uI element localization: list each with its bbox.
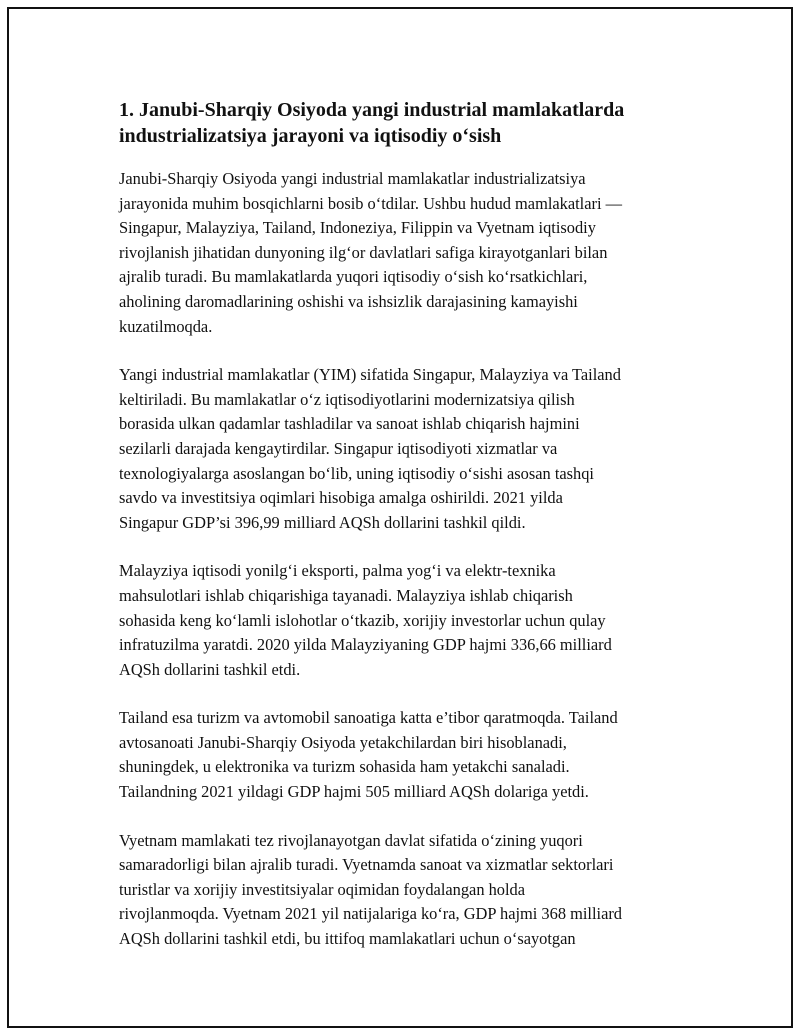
paragraph-yim: Yangi industrial mamlakatlar (YIM) sifatida Singapur, Malayziya va Tailand keltiriladi. Bu mamlakatlar o‘z iqtisodiyotlarini modernizatsiya qilish borasida ulkan qadamlar tashladilar va sanoat ishlab chiqarish hajmini sezilarli darajada kengaytirdilar. Singapur iqtisodiyoti xizmatlar va texnologiyalarga asoslangan bo‘lib, uning iqtisodiy o‘sishi asosan tashqi savdo va investitsiya oqimlari hisobiga amalga oshirildi. 2021 yilda Singapur GDP’si 396,99 milliard AQSh dollarini tashkil qildi. (119, 365, 621, 532)
paragraph-intro: Janubi-Sharqiy Osiyoda yangi industrial mamlakatlar industrializatsiya jarayonida muhim bosqichlarni bosib o‘tdilar. Ushbu hudud mamlakatlari — Singapur, Malayziya, Tailand, Indoneziya, Filippin va Vyetnam iqtisodiy rivojlanish jihatidan dunyoning ilg‘or davlatlari safiga kirayotganlari bilan ajralib turadi. Bu mamlakatlarda yuqori iqtisodiy o‘sish ko‘rsatkichlari, aholining daromadlarining oshishi va ishsizlik darajasining kamayishi kuzatilmoqda. (119, 169, 623, 336)
page-frame (7, 7, 793, 1028)
document-body (119, 97, 699, 976)
paragraph-thailand: Tailand esa turizm va avtomobil sanoatiga katta e’tibor qaratmoqda. Tailand avtosanoati Janubi-Sharqiy Osiyoda yetakchilardan biri hisoblanadi, shuningdek, u elektronika va turizm sohasida ham yetakchi sanaladi. Tailandning 2021 yildagi GDP hajmi 505 milliard AQSh dolariga yetdi. (119, 708, 618, 802)
paragraph-vietnam: Vyetnam mamlakati tez rivojlanayotgan davlat sifatida o‘zining yuqori samaradorligi bilan ajralib turadi. Vyetnamda sanoat va xizmatlar sektorlari turistlar va xorijiy investitsiyalar oqimidan foydalangan holda rivojlanmoqda. Vyetnam 2021 yil natijalariga ko‘ra, GDP hajmi 368 milliard AQSh dollarini tashkil etdi, bu ittifoq mamlakatlari uchun o‘sayotgan (119, 830, 623, 949)
paragraph-malaysia: Malayziya iqtisodi yonilg‘i eksporti, palma yog‘i va elektr-texnika mahsulotlari ishlab chiqarishiga tayanadi. Malayziya ishlab chiqarish sohasida keng ko‘lamli islohotlar o‘tkazib, xorijiy investorlar uchun qulay infratuzilma yaratdi. 2020 yilda Malayziyaning GDP hajmi 336,66 milliard AQSh dollarini tashkil etdi. (119, 561, 612, 679)
section-heading: 1. Janubi-Sharqiy Osiyoda yangi industrial mamlakatlarda industrializatsiya jarayoni va iqtisodiy o‘sish (119, 99, 625, 147)
